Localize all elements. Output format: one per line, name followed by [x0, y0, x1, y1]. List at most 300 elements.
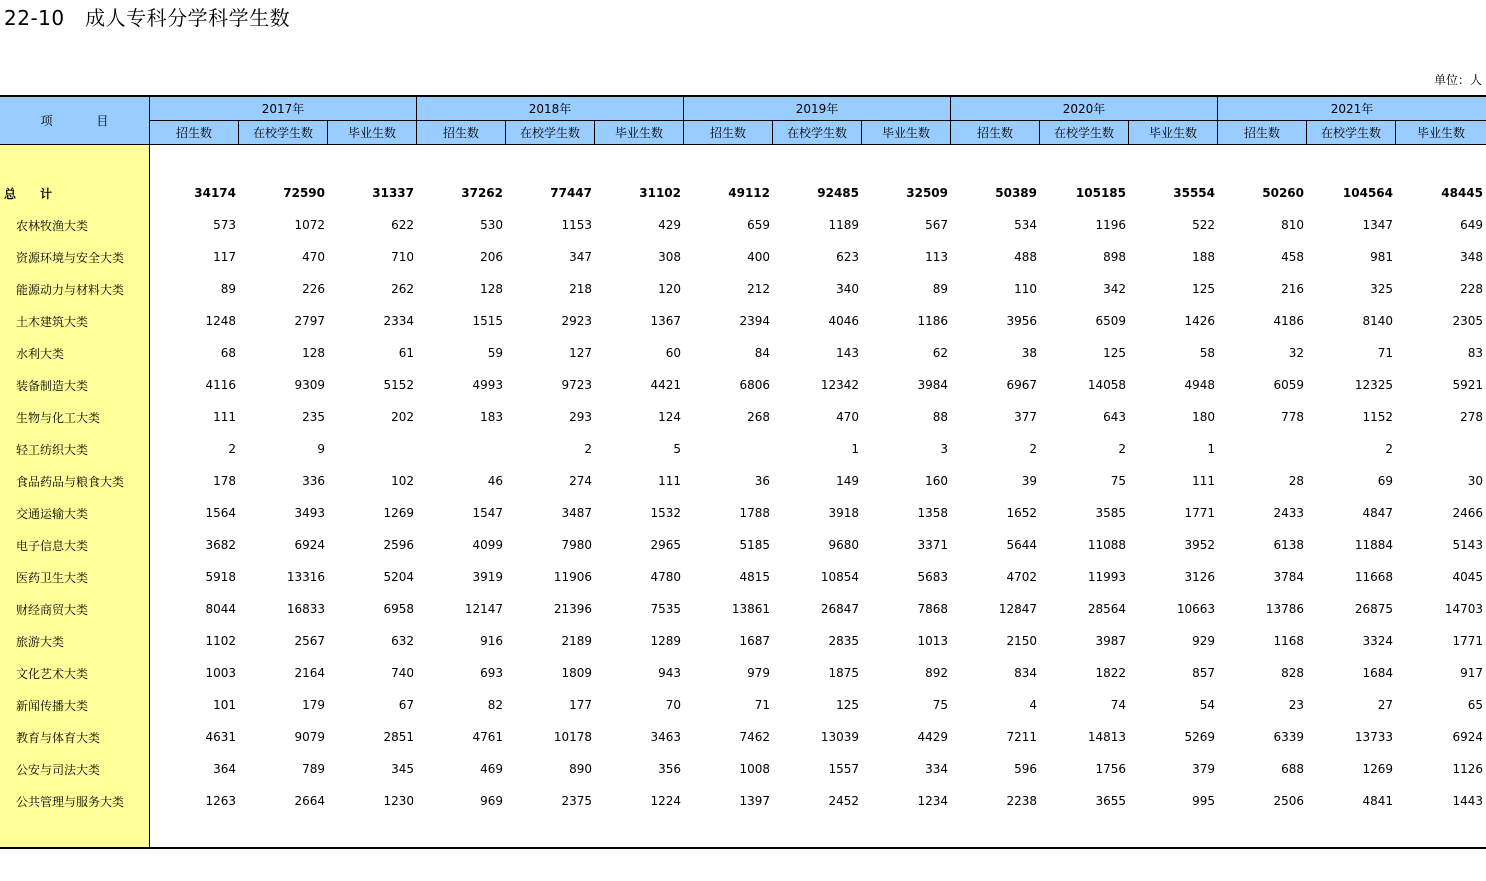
table-cell: 1875 [828, 666, 859, 680]
table-cell: 1189 [828, 218, 859, 232]
table-cell: 1547 [472, 506, 503, 520]
year-header: 2018年 [417, 97, 684, 120]
table-cell: 113 [925, 250, 948, 264]
table-cell: 1003 [205, 666, 236, 680]
table-cell: 274 [569, 474, 592, 488]
table-row [0, 209, 1486, 241]
table-cell: 293 [569, 410, 592, 424]
table-cell: 3682 [205, 538, 236, 552]
table-cell: 50260 [1262, 186, 1304, 200]
table-row [0, 625, 1486, 657]
table-cell: 534 [1014, 218, 1037, 232]
table-cell: 9723 [561, 378, 592, 392]
table-cell: 1263 [205, 794, 236, 808]
table-cell: 2150 [1006, 634, 1037, 648]
table-cell: 898 [1103, 250, 1126, 264]
table-cell: 1126 [1452, 762, 1483, 776]
table-cell: 35554 [1173, 186, 1215, 200]
table-cell: 10854 [820, 570, 859, 584]
table-bottom-rule [0, 847, 1486, 849]
table-cell: 4841 [1362, 794, 1393, 808]
table-cell: 5644 [1006, 538, 1037, 552]
table-cell: 262 [391, 282, 414, 296]
table-cell: 356 [658, 762, 681, 776]
column-header: 毕业生数 [862, 121, 951, 144]
table-cell: 364 [213, 762, 236, 776]
table-cell: 212 [747, 282, 770, 296]
column-header: 毕业生数 [595, 121, 684, 144]
table-cell: 31102 [639, 186, 681, 200]
year-header-row [150, 97, 1486, 121]
unit-label: 单位：人 [1433, 73, 1482, 87]
table-cell: 2596 [383, 538, 414, 552]
table-cell: 3952 [1184, 538, 1215, 552]
table-cell: 1289 [650, 634, 681, 648]
table-cell: 4421 [650, 378, 681, 392]
table-cell: 13861 [731, 602, 770, 616]
table-cell: 969 [480, 794, 503, 808]
table-cell: 110 [1014, 282, 1037, 296]
table-cell [1218, 442, 1307, 456]
table-cell: 2506 [1273, 794, 1304, 808]
table-cell: 1358 [917, 506, 948, 520]
table-cell: 1557 [828, 762, 859, 776]
table-cell: 49112 [728, 186, 770, 200]
table-row [0, 657, 1486, 689]
table-cell: 377 [1014, 410, 1037, 424]
table-cell: 3493 [294, 506, 325, 520]
table-cell: 1515 [472, 314, 503, 328]
table-cell: 4702 [1006, 570, 1037, 584]
table-cell: 4429 [917, 730, 948, 744]
table-cell: 643 [1103, 410, 1126, 424]
table-cell: 1788 [739, 506, 770, 520]
table-cell: 2 [1385, 442, 1393, 456]
table-cell: 3324 [1362, 634, 1393, 648]
table-cell: 278 [1460, 410, 1483, 424]
table-cell: 1269 [1362, 762, 1393, 776]
table-cell: 31337 [372, 186, 414, 200]
table-cell: 334 [925, 762, 948, 776]
table-cell: 336 [302, 474, 325, 488]
table-cell: 1443 [1452, 794, 1483, 808]
table-cell: 4780 [650, 570, 681, 584]
table-cell: 27 [1377, 698, 1393, 712]
table-cell: 916 [480, 634, 503, 648]
table-cell: 26847 [820, 602, 859, 616]
table-cell: 111 [658, 474, 681, 488]
row-label: 农林牧渔大类 [16, 218, 89, 233]
table-cell: 9 [317, 442, 325, 456]
table-cell: 5918 [205, 570, 236, 584]
table-cell: 28564 [1087, 602, 1126, 616]
table-cell: 778 [1281, 410, 1304, 424]
data-table [0, 95, 1486, 849]
table-cell: 7868 [917, 602, 948, 616]
table-cell: 659 [747, 218, 770, 232]
table-cell: 2375 [561, 794, 592, 808]
table-cell: 470 [836, 410, 859, 424]
table-cell: 1347 [1362, 218, 1393, 232]
table-cell: 10663 [1176, 602, 1215, 616]
table-cell: 101 [213, 698, 236, 712]
table-cell: 2334 [383, 314, 414, 328]
table-cell: 2433 [1273, 506, 1304, 520]
table-cell: 3487 [561, 506, 592, 520]
table-row [0, 593, 1486, 625]
table-cell: 2797 [294, 314, 325, 328]
table-cell: 26875 [1354, 602, 1393, 616]
row-label: 医药卫生大类 [16, 570, 89, 585]
table-row [0, 433, 1486, 465]
table-cell: 36 [754, 474, 770, 488]
table-cell: 5185 [739, 538, 770, 552]
table-cell: 62 [932, 346, 948, 360]
table-cell: 16833 [286, 602, 325, 616]
table-cell: 13733 [1354, 730, 1393, 744]
table-cell: 30 [1467, 474, 1483, 488]
table-cell: 12325 [1354, 378, 1393, 392]
table-cell: 943 [658, 666, 681, 680]
table-cell: 596 [1014, 762, 1037, 776]
table-cell: 111 [1192, 474, 1215, 488]
table-cell: 1008 [739, 762, 770, 776]
table-cell: 12847 [998, 602, 1037, 616]
table-cell: 183 [480, 410, 503, 424]
column-header: 毕业生数 [1129, 121, 1218, 144]
table-cell: 228 [1460, 282, 1483, 296]
table-cell: 83 [1467, 346, 1483, 360]
table-cell: 3655 [1095, 794, 1126, 808]
table-row [0, 785, 1486, 817]
table-cell: 3918 [828, 506, 859, 520]
table-row [0, 465, 1486, 497]
table-row [0, 273, 1486, 305]
table-cell: 11668 [1354, 570, 1393, 584]
table-cell: 345 [391, 762, 414, 776]
table-cell: 6806 [739, 378, 770, 392]
column-header: 在校学生数 [1040, 121, 1129, 144]
table-cell: 4099 [472, 538, 503, 552]
table-cell: 470 [302, 250, 325, 264]
table-cell: 4761 [472, 730, 503, 744]
table-cell: 9079 [294, 730, 325, 744]
table-cell: 892 [925, 666, 948, 680]
table-cell: 65 [1467, 698, 1483, 712]
table-cell: 6924 [294, 538, 325, 552]
table-cell: 58 [1199, 346, 1215, 360]
table-cell: 177 [569, 698, 592, 712]
table-cell: 59 [487, 346, 503, 360]
table-cell: 308 [658, 250, 681, 264]
row-label: 交通运输大类 [16, 506, 89, 521]
table-cell: 5152 [383, 378, 414, 392]
table-cell: 1771 [1452, 634, 1483, 648]
table-row [0, 753, 1486, 785]
table-cell: 5269 [1184, 730, 1215, 744]
row-label: 公安与司法大类 [16, 762, 101, 777]
table-cell: 216 [1281, 282, 1304, 296]
row-label: 能源动力与材料大类 [16, 282, 125, 297]
table-cell: 1186 [917, 314, 948, 328]
row-label: 生物与化工大类 [16, 410, 101, 425]
table-cell: 149 [836, 474, 859, 488]
table-row [0, 305, 1486, 337]
row-label: 轻工纺织大类 [16, 442, 89, 457]
table-cell: 1687 [739, 634, 770, 648]
row-label: 财经商贸大类 [16, 602, 89, 617]
table-row [0, 369, 1486, 401]
row-label: 土木建筑大类 [16, 314, 89, 329]
table-cell: 2305 [1452, 314, 1483, 328]
row-label: 文化艺术大类 [16, 666, 89, 681]
table-cell: 8044 [205, 602, 236, 616]
table-cell: 2466 [1452, 506, 1483, 520]
table-cell: 740 [391, 666, 414, 680]
table-cell: 3371 [917, 538, 948, 552]
table-cell: 1 [851, 442, 859, 456]
table-cell: 917 [1460, 666, 1483, 680]
table-cell: 50389 [995, 186, 1037, 200]
table-cell: 1234 [917, 794, 948, 808]
table-cell: 573 [213, 218, 236, 232]
table-cell: 4847 [1362, 506, 1393, 520]
table-cell: 71 [1377, 346, 1393, 360]
table-cell: 3463 [650, 730, 681, 744]
table-cell: 13039 [820, 730, 859, 744]
table-cell: 325 [1370, 282, 1393, 296]
table-cell: 180 [1192, 410, 1215, 424]
table-row [0, 529, 1486, 561]
table-cell: 54 [1199, 698, 1215, 712]
column-header: 招生数 [417, 121, 506, 144]
row-label: 总 计 [4, 186, 53, 201]
table-cell: 3 [940, 442, 948, 456]
table-cell: 9680 [828, 538, 859, 552]
table-cell: 2164 [294, 666, 325, 680]
table-cell: 218 [569, 282, 592, 296]
table-cell: 342 [1103, 282, 1126, 296]
table-row [0, 241, 1486, 273]
table-cell: 488 [1014, 250, 1037, 264]
row-label: 公共管理与服务大类 [16, 794, 125, 809]
row-label: 教育与体育大类 [16, 730, 101, 745]
table-cell: 693 [480, 666, 503, 680]
table-cell: 4045 [1452, 570, 1483, 584]
table-cell: 2452 [828, 794, 859, 808]
total-row [0, 177, 1486, 209]
table-cell: 4116 [205, 378, 236, 392]
table-row [0, 561, 1486, 593]
table-cell: 6059 [1273, 378, 1304, 392]
table-cell: 379 [1192, 762, 1215, 776]
table-cell: 1397 [739, 794, 770, 808]
row-label: 电子信息大类 [16, 538, 89, 553]
table-cell: 2 [1029, 442, 1037, 456]
table-cell: 2851 [383, 730, 414, 744]
table-row [0, 689, 1486, 721]
column-header: 在校学生数 [239, 121, 328, 144]
table-cell: 6958 [383, 602, 414, 616]
table-cell: 14813 [1087, 730, 1126, 744]
table-cell: 2965 [650, 538, 681, 552]
table-cell: 458 [1281, 250, 1304, 264]
table-cell: 70 [665, 698, 681, 712]
table-cell: 1224 [650, 794, 681, 808]
table-cell: 179 [302, 698, 325, 712]
table-cell: 567 [925, 218, 948, 232]
table-cell: 202 [391, 410, 414, 424]
table-cell: 12147 [464, 602, 503, 616]
table-cell: 3956 [1006, 314, 1037, 328]
table-cell: 789 [302, 762, 325, 776]
table-cell [1396, 442, 1486, 456]
table-cell: 1367 [650, 314, 681, 328]
table-cell: 11884 [1354, 538, 1393, 552]
table-cell: 348 [1460, 250, 1483, 264]
table-cell: 206 [480, 250, 503, 264]
table-cell: 82 [487, 698, 503, 712]
page-title: 22-10 成人专科分学科学生数 [4, 6, 291, 30]
table-cell: 128 [302, 346, 325, 360]
sub-header-row [150, 121, 1486, 145]
table-cell: 37262 [461, 186, 503, 200]
table-cell: 6339 [1273, 730, 1304, 744]
table-cell: 60 [665, 346, 681, 360]
row-label: 旅游大类 [16, 634, 65, 649]
table-cell: 5143 [1452, 538, 1483, 552]
table-cell: 7535 [650, 602, 681, 616]
table-cell: 1013 [917, 634, 948, 648]
column-header: 招生数 [951, 121, 1040, 144]
column-header: 招生数 [150, 121, 239, 144]
table-cell: 120 [658, 282, 681, 296]
table-cell: 28 [1288, 474, 1304, 488]
table-cell: 4993 [472, 378, 503, 392]
table-cell: 34174 [194, 186, 236, 200]
column-header: 毕业生数 [328, 121, 417, 144]
table-cell: 622 [391, 218, 414, 232]
table-cell: 2189 [561, 634, 592, 648]
table-cell: 102 [391, 474, 414, 488]
table-cell: 1426 [1184, 314, 1215, 328]
table-cell: 400 [747, 250, 770, 264]
table-cell: 1269 [383, 506, 414, 520]
table-cell: 1756 [1095, 762, 1126, 776]
table-cell: 3984 [917, 378, 948, 392]
table-cell: 128 [480, 282, 503, 296]
table-cell: 429 [658, 218, 681, 232]
table-cell: 710 [391, 250, 414, 264]
table-cell: 72590 [283, 186, 325, 200]
row-label: 新闻传播大类 [16, 698, 89, 713]
table-cell: 14703 [1444, 602, 1483, 616]
year-header: 2017年 [150, 97, 417, 120]
table-row [0, 497, 1486, 529]
table-cell: 522 [1192, 218, 1215, 232]
table-cell: 160 [925, 474, 948, 488]
table-cell: 125 [836, 698, 859, 712]
table-cell: 11906 [553, 570, 592, 584]
table-cell: 5204 [383, 570, 414, 584]
table-cell: 6967 [1006, 378, 1037, 392]
table-cell: 143 [836, 346, 859, 360]
table-cell: 48445 [1441, 186, 1483, 200]
table-cell: 11993 [1087, 570, 1126, 584]
table-cell: 2923 [561, 314, 592, 328]
table-cell: 4631 [205, 730, 236, 744]
table-cell: 61 [398, 346, 414, 360]
table-cell: 111 [213, 410, 236, 424]
table-cell: 890 [569, 762, 592, 776]
table-cell: 68 [220, 346, 236, 360]
table-cell: 1153 [561, 218, 592, 232]
table-cell: 105185 [1075, 186, 1126, 200]
item-header: 项 目 [0, 97, 150, 145]
row-label: 资源环境与安全大类 [16, 250, 125, 265]
table-cell: 929 [1192, 634, 1215, 648]
table-cell: 6924 [1452, 730, 1483, 744]
table-cell: 995 [1192, 794, 1215, 808]
table-cell: 1102 [205, 634, 236, 648]
table-cell: 104564 [1342, 186, 1393, 200]
year-header: 2021年 [1330, 102, 1374, 116]
table-cell: 21396 [553, 602, 592, 616]
table-cell: 69 [1377, 474, 1393, 488]
column-header: 在校学生数 [506, 121, 595, 144]
table-cell: 7462 [739, 730, 770, 744]
table-cell: 4 [1029, 698, 1037, 712]
table-cell: 77447 [550, 186, 592, 200]
column-header: 毕业生数 [1416, 126, 1465, 140]
table-cell: 1532 [650, 506, 681, 520]
table-cell: 1072 [294, 218, 325, 232]
column-header: 招生数 [1218, 121, 1307, 144]
table-cell: 2664 [294, 794, 325, 808]
table-row [0, 337, 1486, 369]
table-cell: 14058 [1087, 378, 1126, 392]
table-cell: 1 [1207, 442, 1215, 456]
table-cell: 4815 [739, 570, 770, 584]
table-cell: 3126 [1184, 570, 1215, 584]
table-cell: 32 [1288, 346, 1304, 360]
table-cell: 530 [480, 218, 503, 232]
table-cell: 13786 [1265, 602, 1304, 616]
table-cell: 268 [747, 410, 770, 424]
table-cell: 469 [480, 762, 503, 776]
table-cell: 6138 [1273, 538, 1304, 552]
column-header: 在校学生数 [1307, 121, 1396, 144]
column-header: 招生数 [684, 121, 773, 144]
table-cell: 125 [1103, 346, 1126, 360]
table-cell: 23 [1288, 698, 1304, 712]
table-row [0, 721, 1486, 753]
table-cell: 2 [1118, 442, 1126, 456]
table-cell: 88 [932, 410, 948, 424]
table-cell: 39 [1021, 474, 1037, 488]
table-cell: 1152 [1362, 410, 1393, 424]
year-header: 2020年 [951, 97, 1218, 120]
table-cell: 2 [584, 442, 592, 456]
table-cell: 7980 [561, 538, 592, 552]
table-cell: 1809 [561, 666, 592, 680]
table-cell: 1771 [1184, 506, 1215, 520]
table-cell: 9309 [294, 378, 325, 392]
table-cell: 67 [398, 698, 414, 712]
table-cell: 125 [1192, 282, 1215, 296]
table-cell: 12342 [820, 378, 859, 392]
table-cell: 2238 [1006, 794, 1037, 808]
